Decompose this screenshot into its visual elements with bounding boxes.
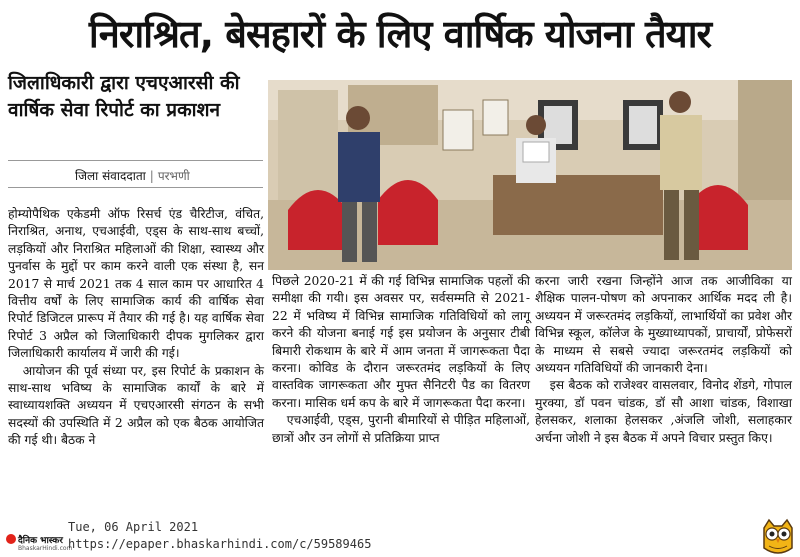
photo-illustration — [268, 80, 792, 270]
byline-divider-top — [8, 160, 263, 161]
paragraph: आयोजन की पूर्व संध्या पर, इस रिपोर्ट के प्रकाशन के साथ-साथ भविष्य के सामाजिक कार्यों के बारे में स्वाध्यायशक्ति अध्ययन में एचएआरसी संगठन के सभी सदस्यों की उपस्थिति में 2 अप्रैल को एक बैठक आयोजित की गई थी। बैठक ने — [8, 363, 264, 448]
paragraph: एचआईवी, एड्स, पुरानी बीमारियों से पीड़ित महिलाओं, छात्रों और उन लोगों से प्रतिक्रिया प्राप्त — [272, 413, 530, 445]
article-column-1 — [8, 206, 264, 450]
dainik-bhaskar-logo — [6, 532, 73, 556]
news-photo — [268, 80, 792, 270]
paragraph: होम्योपैथिक एकेडमी ऑफ रिसर्च एंड चैरिटीज, वंचित, निराश्रित, अनाथ, एचआईवी, एड्स के साथ-साथ बच्चों, लड़कियों और निराश्रित महिलाओं की शिक्षा, स्वास्थ्य और पुनर्वास के मुद्दों पर काम करने वाली एक संस्था है, सन 2017 से मार्च 2021 तक 4 साल काम पर आधारित 4 वित्तीय वर्षों के लिए सामाजिक कार्य की वार्षिक सेवा रिपोर्ट डिजिटल प्रारूप में तैयार की गई है। यह वार्षिक सेवा रिपोर्ट 3 अप्रैल को जिलाधिकारी दीपक मुगलिकर द्वारा जिलाधिकारी कार्यालय में जारी की गई। — [8, 207, 264, 361]
subheadline: जिलाधिकारी द्वारा एचएआरसी की वार्षिक सेवा रिपोर्ट का प्रकाशन — [8, 72, 240, 121]
publication-date: Tue, 06 April 2021 — [68, 520, 199, 534]
byline-divider — [8, 187, 263, 188]
logo-brand: दैनिक भास्कर — [18, 536, 63, 546]
logo-site: BhaskarHindi.com — [18, 545, 73, 552]
byline-separator: | — [149, 169, 154, 183]
paragraph: पिछले 2020-21 में की गई विभिन्न सामाजिक पहलों की समीक्षा की गयी। इस अवसर पर, सर्वसम्मति से 2021-22 में भविष्य में विभिन्न सामाजिक गतिविधियों को लागू करने की योजना बनाई गई इस प्रयोजन के अनुसार टीबी बिमारी रोकथाम के बारे में आम जनता में जागरूकता पैदा करना। कोविड के दौरान जरूरतमंद लड़कियों के लिए वास्तविक जागरूकता और मुफ्त सैनिटरी पैड का वितरण करना। मासिक धर्म कप के बारे में जागरूकता पैदा करना। — [272, 274, 530, 410]
logo-dot-icon — [6, 534, 16, 544]
paragraph: इस बैठक को राजेश्वर वासलवार, विनोद शेंडगे, गोपाल मुरक्या, डॉ पवन चांडक, डॉ सौ आशा चांडक, विशाखा हेलसकर, शलाका हेलसकर ,अंजलि जोशी, सलाहकार अर्चना जोशी ने इस बैठक में अपने विचार प्रस्तुत किए। — [535, 378, 792, 445]
byline-place: परभणी — [157, 169, 190, 183]
article-column-3 — [535, 273, 792, 447]
byline-author: जिला संवाददाता — [75, 169, 146, 183]
owl-mascot-icon — [760, 518, 796, 556]
article-column-2 — [272, 273, 530, 447]
byline — [75, 167, 190, 184]
footer — [0, 508, 800, 557]
paragraph: करना जारी रखना जिन्होंने आज तक आजीविका या शैक्षिक पालन-पोषण को अपनाकर आर्थिक मदद ली है। अध्ययन में जरूरतमंद लड़कियों, लाभार्थियों का प्रवेश और विभिन्न स्कूल, कॉलेज के मुख्याध्यापकों, प्राचार्यों, प्रोफेसरों के माध्यम से सबसे ज्यादा जरूरतमंद लड़कियों को अध्ययन गतिविधियों की जानकारी देना। — [535, 274, 792, 376]
epaper-url[interactable]: https://epaper.bhaskarhindi.com/c/59589465 — [68, 537, 372, 551]
headline: निराश्रित, बेसहारों के लिए वार्षिक योजना तैयार — [88, 12, 712, 56]
